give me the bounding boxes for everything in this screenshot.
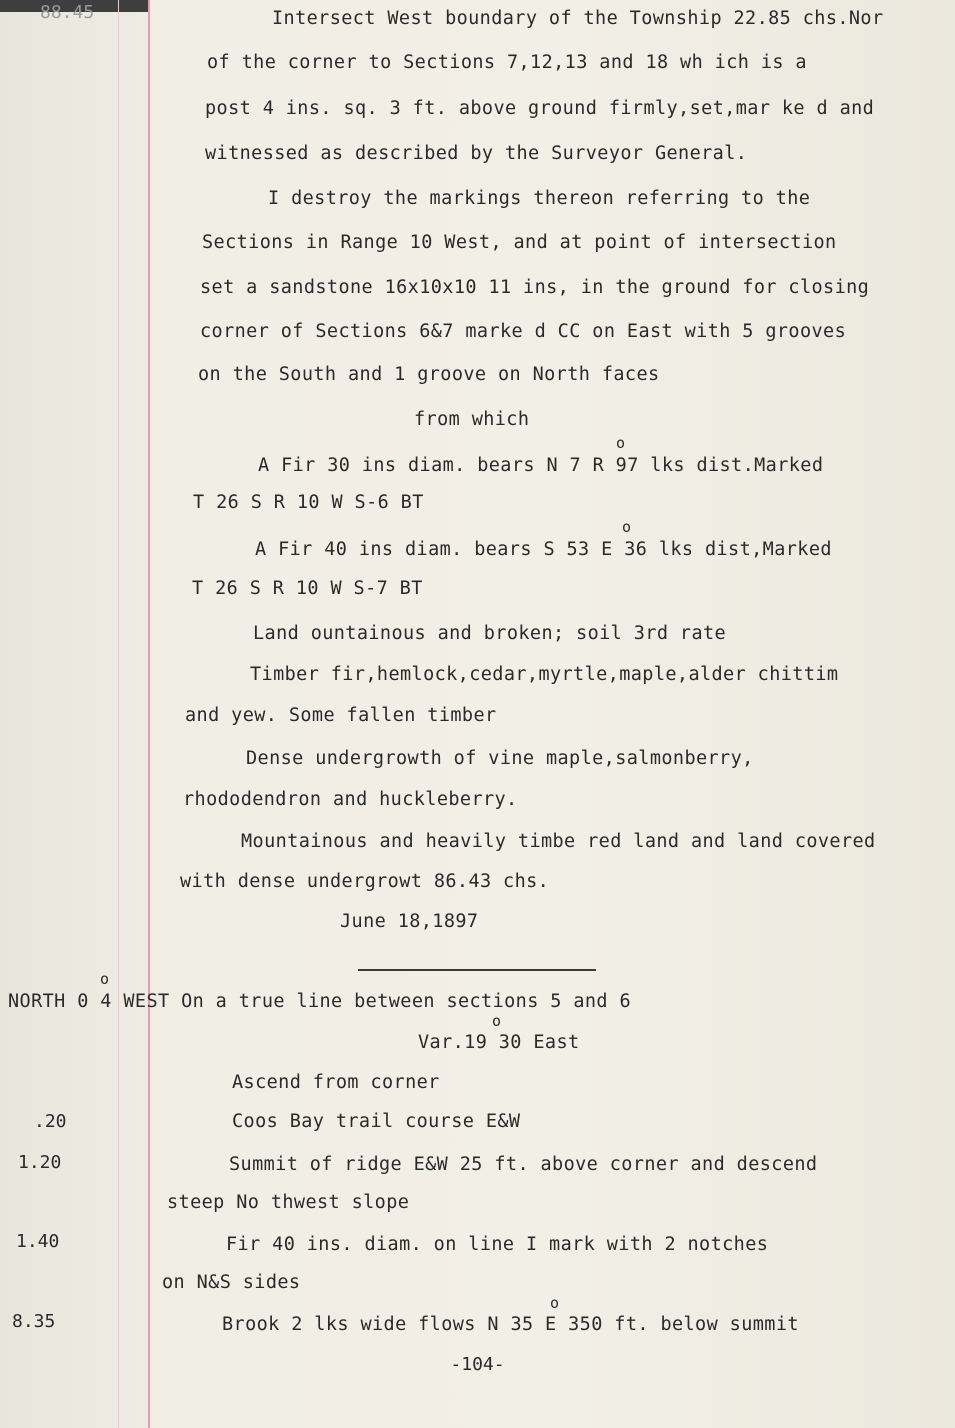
degree-mark-1: o bbox=[616, 434, 626, 452]
entry-line: Summit of ridge E&W 25 ft. above corner and descend bbox=[229, 1154, 818, 1175]
section-heading: NORTH 0 4 WEST On a true line between sections 5 and 6 bbox=[8, 991, 632, 1012]
timber-line2: and yew. Some fallen timber bbox=[185, 705, 497, 726]
undergrowth-line1: Dense undergrowth of vine maple,salmonberry, bbox=[246, 748, 754, 769]
para1-line1: Intersect West boundary of the Township 22.85 chs.Nor bbox=[272, 8, 884, 29]
para2-line2: Sections in Range 10 West, and at point of intersection bbox=[202, 232, 837, 253]
para2-line1: I destroy the markings thereon referring to the bbox=[268, 188, 811, 209]
entry-distance: .20 bbox=[34, 1111, 67, 1132]
entry-line: steep No thwest slope bbox=[167, 1192, 410, 1213]
margin-distance-top: 88.45 bbox=[40, 2, 95, 23]
entry-line: Brook 2 lks wide flows N 35 E 350 ft. below summit bbox=[222, 1314, 799, 1335]
section-divider bbox=[358, 969, 596, 971]
entry-distance: 1.20 bbox=[18, 1152, 62, 1173]
survey-date: June 18,1897 bbox=[340, 911, 479, 932]
page-number: -104- bbox=[450, 1354, 505, 1375]
para1-line3: post 4 ins. sq. 3 ft. above ground firmly,set,mar ke d and bbox=[205, 98, 875, 119]
para2-line3: set a sandstone 16x10x10 11 ins, in the ground for closing bbox=[200, 277, 870, 298]
degree-mark-2: o bbox=[622, 518, 632, 536]
margin-rule bbox=[148, 0, 150, 1428]
timber-line1: Timber fir,hemlock,cedar,myrtle,maple,alder chittim bbox=[250, 664, 839, 685]
variation: Var.19 30 East bbox=[418, 1032, 580, 1053]
degree-mark-3: o bbox=[100, 970, 110, 988]
bearing2-line2: T 26 S R 10 W S-7 BT bbox=[192, 578, 423, 599]
entry-ascend: Ascend from corner bbox=[232, 1072, 440, 1093]
summary-line2: with dense undergrowt 86.43 chs. bbox=[180, 871, 550, 892]
bearing2-line1: A Fir 40 ins diam. bears S 53 E 36 lks dist,Marked bbox=[255, 539, 832, 560]
from-which: from which bbox=[414, 409, 530, 430]
bearing1-line2: T 26 S R 10 W S-6 BT bbox=[193, 492, 424, 513]
degree-mark-4: o bbox=[492, 1012, 502, 1030]
margin-rule-light bbox=[118, 0, 119, 1428]
para1-line2: of the corner to Sections 7,12,13 and 18 wh ich is a bbox=[207, 52, 807, 73]
entry-distance: 8.35 bbox=[12, 1311, 56, 1332]
entry-line: Coos Bay trail course E&W bbox=[232, 1111, 521, 1132]
undergrowth-line2: rhododendron and huckleberry. bbox=[183, 789, 518, 810]
bearing1-line1: A Fir 30 ins diam. bears N 7 R 97 lks dist.Marked bbox=[258, 455, 824, 476]
summary-line1: Mountainous and heavily timbe red land and land covered bbox=[241, 831, 876, 852]
para2-line5: on the South and 1 groove on North faces bbox=[198, 364, 660, 385]
degree-mark-5: o bbox=[550, 1294, 560, 1312]
entry-line: Fir 40 ins. diam. on line I mark with 2 notches bbox=[226, 1234, 769, 1255]
entry-line: on N&S sides bbox=[162, 1272, 301, 1293]
entry-distance: 1.40 bbox=[16, 1231, 60, 1252]
land-description: Land ountainous and broken; soil 3rd rate bbox=[253, 623, 727, 644]
para1-line4: witnessed as described by the Surveyor General. bbox=[205, 143, 748, 164]
para2-line4: corner of Sections 6&7 marke d CC on East with 5 grooves bbox=[200, 321, 847, 342]
